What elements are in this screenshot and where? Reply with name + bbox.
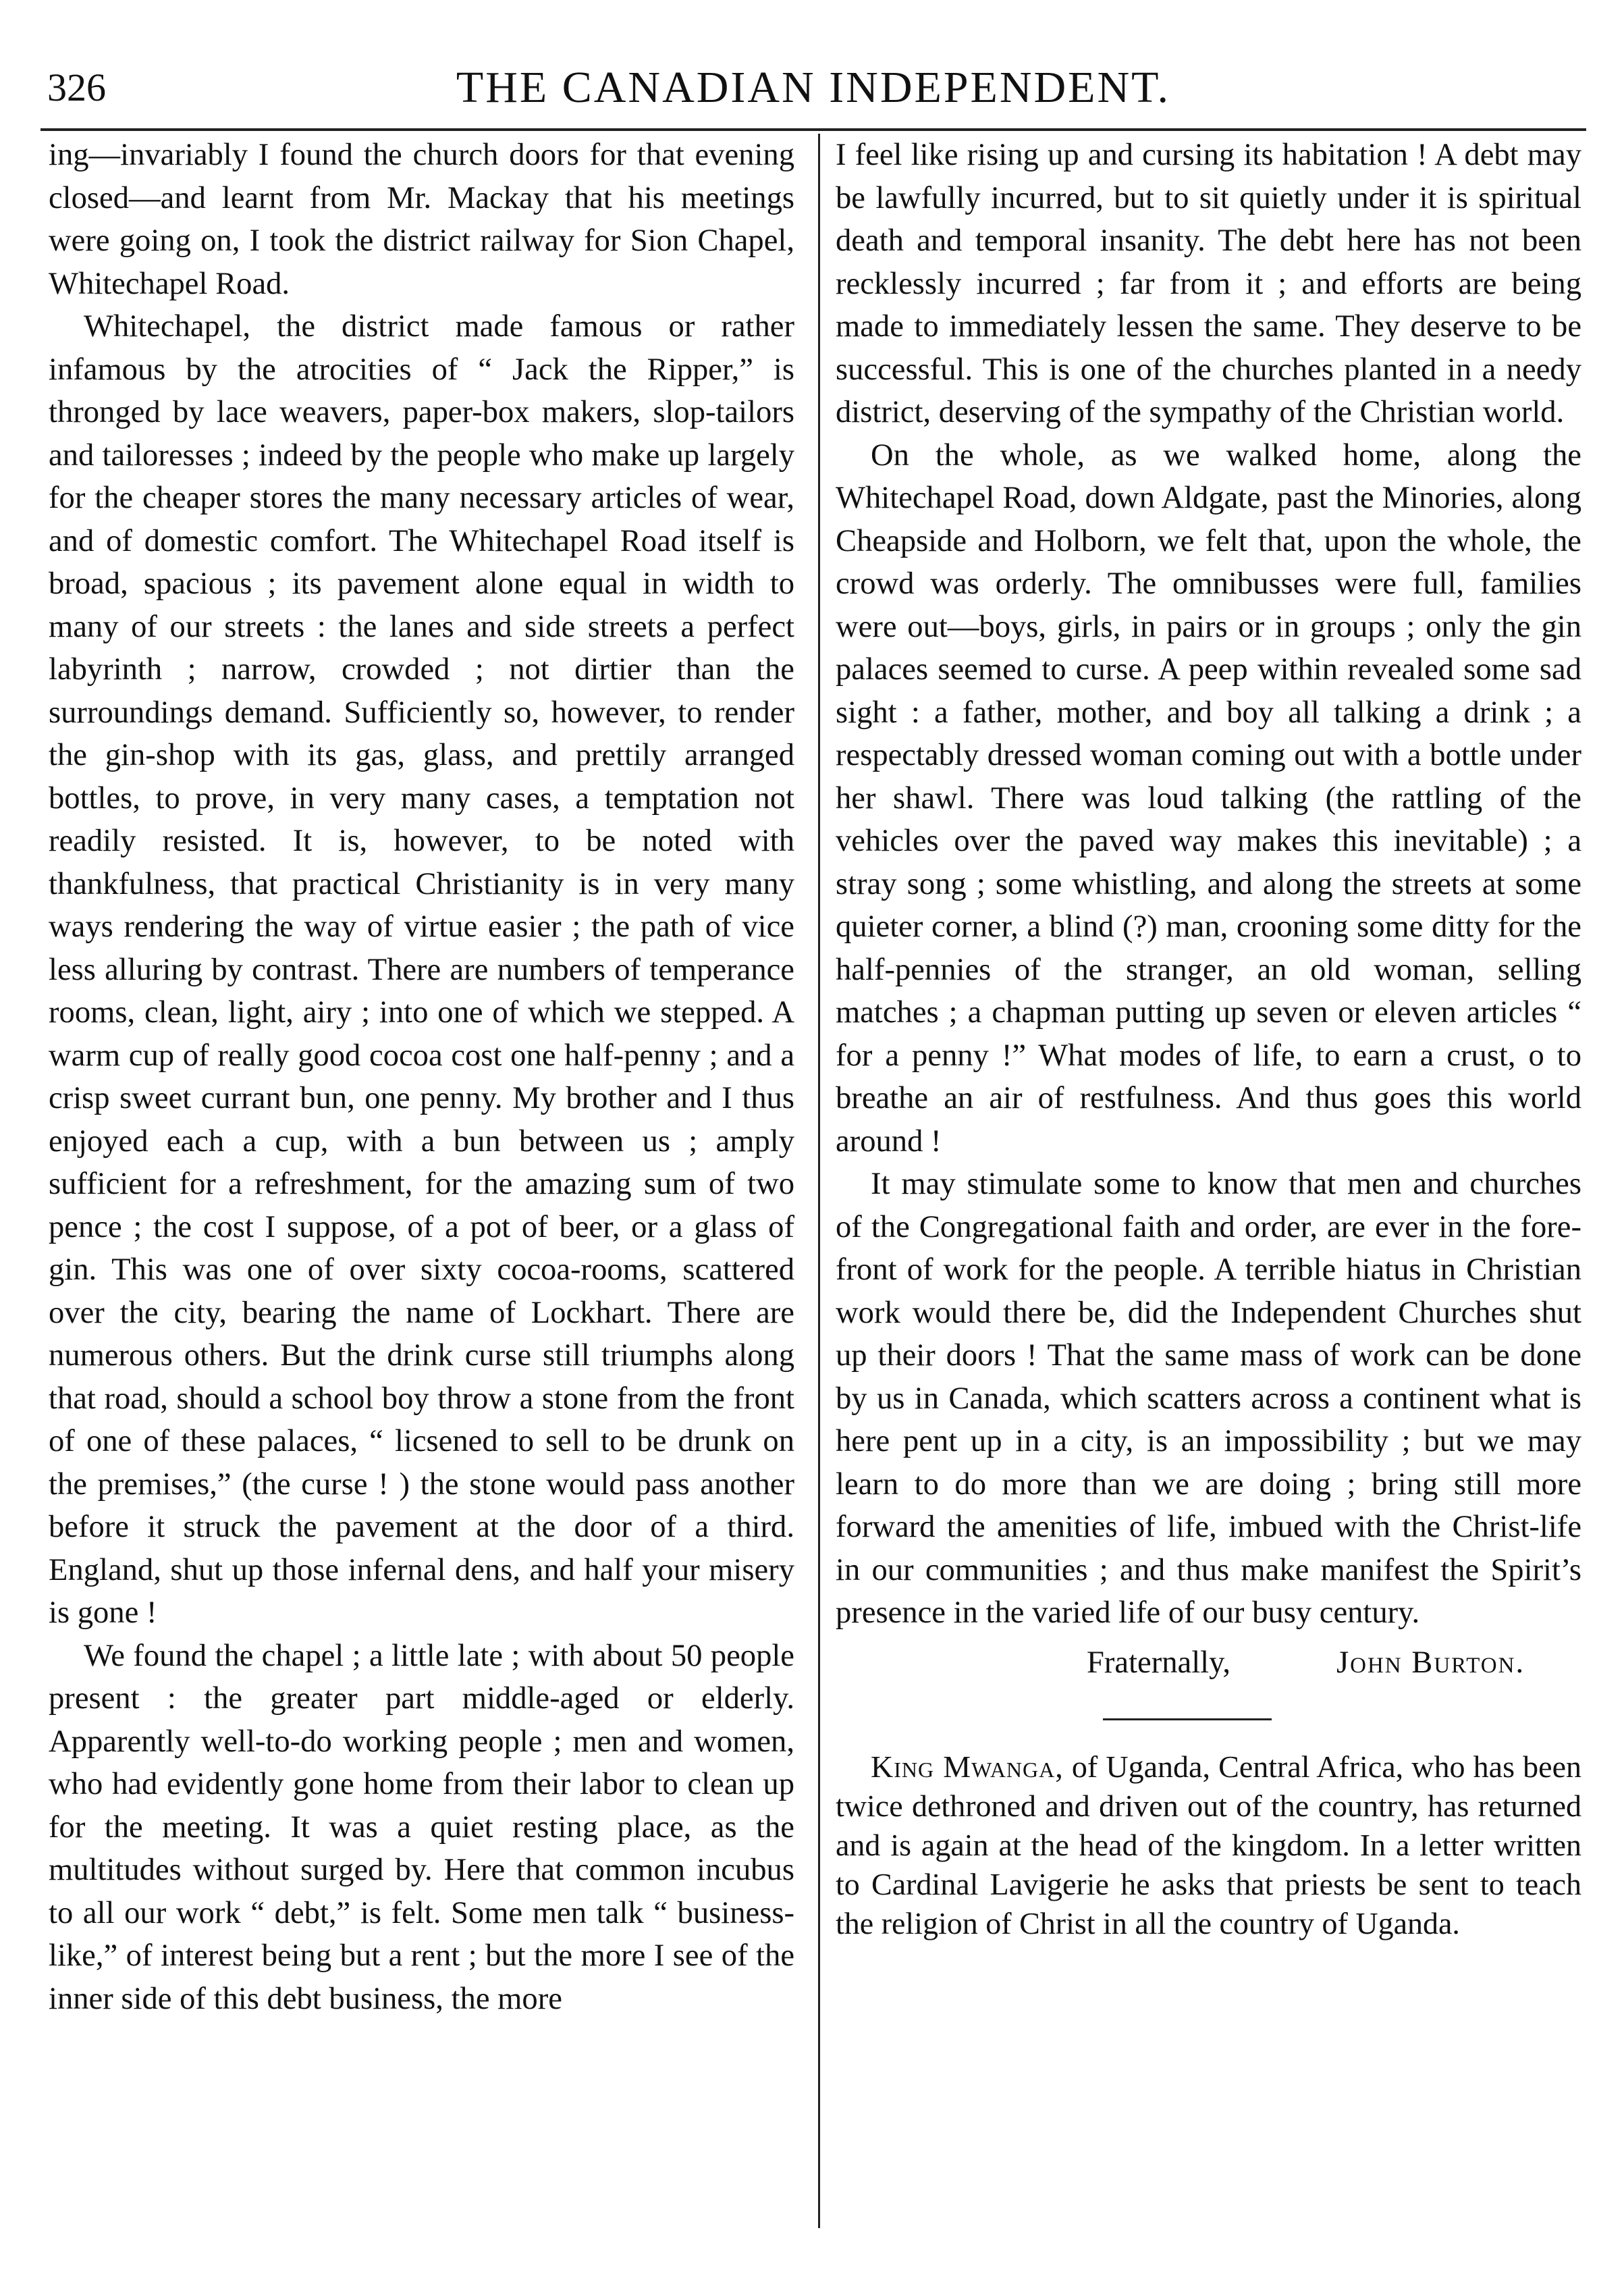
author-name: John Burton. [1336, 1644, 1525, 1680]
article-columns [40, 134, 1586, 2240]
column-divider [818, 134, 820, 2228]
section-divider [1103, 1718, 1272, 1720]
paragraph: On the whole, as we walked home, along the Whitechapel Road, down Aldgate, past the Minories, along Cheapside and Holborn, we felt that, upon the whole, the crowd was orderly. The omnibusses were full, families were out—boys, girls, in pairs or in groups ; only the gin palaces seemed to curse. A peep within revealed some sad sight : a father, mother, and boy all talking a drink ; a respectably dressed woman coming out with a bottle under her shawl. There was loud talking (the rattling of the vehicles over the paved way makes this inevitable) ; a stray song ; some whistling, and along the streets at some quieter corner, a blind (?) man, crooning some ditty for the half-pennies of the stranger, an old woman, selling matches ; a chapman putting up seven or eleven articles “ for a penny !” What modes of life, to earn a crust, o to breathe an air of restfulness. And thus goes this world around ! [836, 437, 1581, 1159]
paragraph: ing—invariably I found the church doors for that evening closed—and learnt from Mr. Mackay that his meetings were going on, I took the district railway for Sion Chapel, Whitechapel Road. [49, 137, 794, 301]
news-lead: King Mwanga, [871, 1749, 1064, 1784]
page-number: 326 [47, 65, 106, 109]
letter-signature [836, 1641, 1581, 1691]
document-page [40, 53, 1586, 2240]
closing-text: Fraternally, [1087, 1644, 1231, 1680]
journal-title: THE CANADIAN INDEPENDENT. [456, 63, 1171, 112]
paragraph: We found the chapel ; a little late ; with about 50 people present : the greater part middle-aged or elderly. Apparently well-to-do working people ; men and women, who had evidently gone home from their labor to clean up for the meeting. It was a quiet resting place, as the multitudes without surged by. Here that common incubus to all our work “ debt,” is felt. Some men talk “ business-like,” of interest being but a rent ; but the more I see of the inner side of this debt business, the more [49, 1637, 794, 2016]
news-item [836, 1747, 1581, 1943]
paragraph: It may stimulate some to know that men and churches of the Congregational faith and order, are ever in the fore-front of work for the people. A terrible hiatus in Christian work would there be, did the Independent Churches shut up their doors ! That the same mass of work can be done by us in Canada, which scatters across a continent what is here pent up in a city, is an impossibility ; but we may learn to do more than we are doing ; bring still more forward the amenities of life, imbued with the Christ-life in our communities ; and thus make manifest the Spirit’s presence in the varied life of our busy century. [836, 1166, 1581, 1630]
paragraph: Whitechapel, the district made famous or rather infamous by the atrocities of “ Jack the Ripper,” is thronged by lace weavers, paper-box makers, slop-tailors and tailoresses ; indeed by the people who make up largely for the cheaper stores the many necessary articles of wear, and of domestic comfort. The Whitechapel Road itself is broad, spacious ; its pavement alone equal in width to many of our streets : the lanes and side streets a perfect labyrinth ; narrow, crowded ; not dirtier than the surroundings demand. Sufficiently so, however, to render the gin-shop with its gas, glass, and prettily arranged bottles, to prove, in very many cases, a temptation not readily resisted. It is, however, to be noted with thankfulness, that practical Christianity is in very many ways rendering the way of virtue easier ; the path of vice less alluring by contrast. There are numbers of temperance rooms, clean, light, airy ; into one of which we stepped. A warm cup of really good cocoa cost one half-penny ; and a crisp sweet currant bun, one penny. My brother and I thus enjoyed each a cup, with a bun between us ; amply sufficient for a refreshment, for the amazing sum of two pence ; the cost I suppose, of a pot of beer, or a glass of gin. This was one of over sixty cocoa-rooms, scattered over the city, bearing the name of Lockhart. There are numerous others. But the drink curse still triumphs along that road, should a school boy throw a stone from the front of one of these palaces, “ licsened to sell to be drunk on the premises,” (the curse ! ) the stone would pass another before it struck the pavement at the door of a third. England, shut up those infernal dens, and half your misery is gone ! [49, 309, 794, 1630]
news-body: of Uganda, Central Africa, who has been twice dethroned and driven out of the country, has returned and is again at the head of the kingdom. In a letter written to Cardinal Lavigerie he asks that priests be sent to teach the religion of Christ in all the country of Uganda. [836, 1749, 1581, 1940]
left-column [49, 134, 794, 2020]
paragraph: I feel like rising up and cursing its habitation ! A debt may be lawfully incurred, but to sit quietly under it is spiritual death and temporal insanity. The debt here has not been recklessly incurred ; far from it ; and efforts are being made to immediately lessen the same. They deserve to be successful. This is one of the churches planted in a needy district, deserving of the sympathy of the Christian world. [836, 137, 1581, 429]
right-column [836, 134, 1581, 1943]
page-header [40, 53, 1586, 131]
